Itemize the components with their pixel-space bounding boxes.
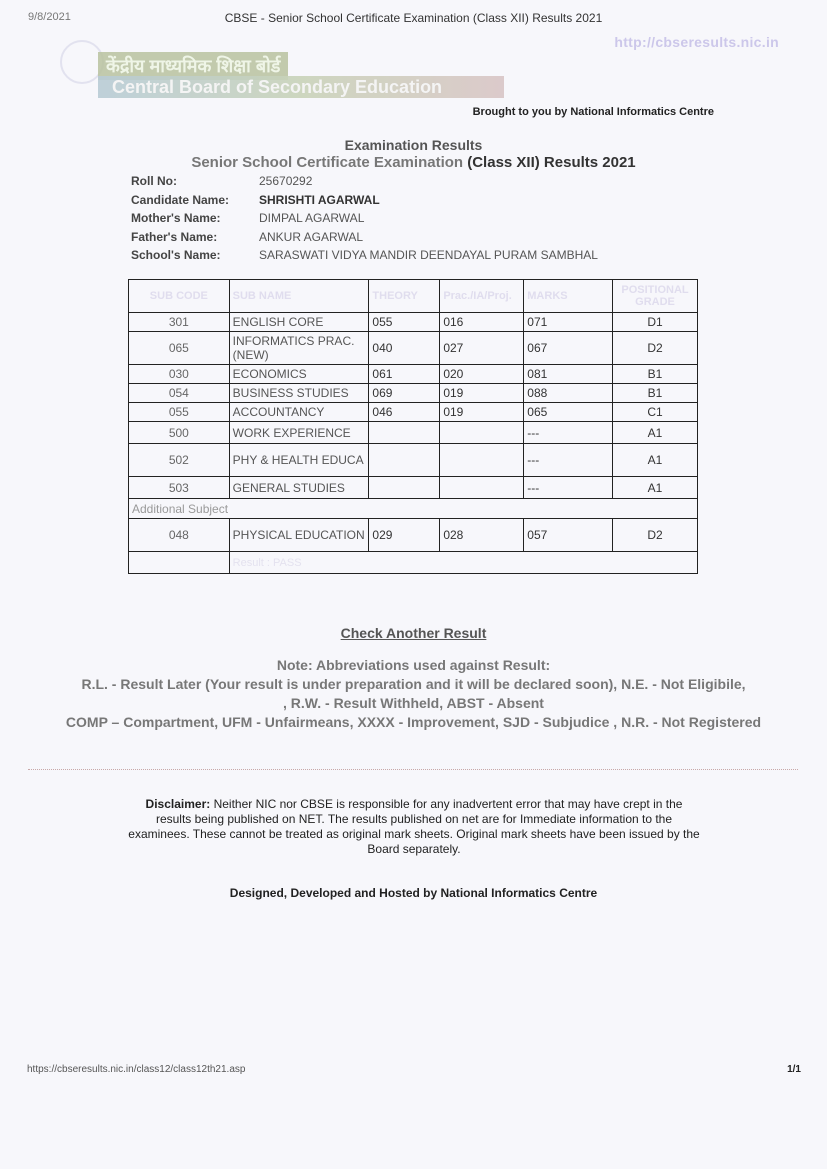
additional-subject-row xyxy=(129,499,698,519)
note-line-3: COMP – Compartment, UFM - Unfairmeans, XXXX - Improvement, SJD - Subjudice , N.R. - Not Registered xyxy=(65,714,762,730)
prac: 028 xyxy=(440,519,524,552)
sub-name: ECONOMICS xyxy=(229,365,369,384)
sub-code: 054 xyxy=(129,384,230,403)
grade: A1 xyxy=(613,477,698,499)
mother-name-row xyxy=(131,211,598,230)
page-title: Examination Results xyxy=(344,137,483,153)
theory: 055 xyxy=(369,313,440,332)
header-grade: POSITIONAL GRADE xyxy=(613,280,698,313)
prac: 019 xyxy=(440,403,524,422)
designed-by-text: Designed, Developed and Hosted by National Informatics Centre xyxy=(229,886,598,900)
marks: 088 xyxy=(524,384,613,403)
note-title: Note: Abbreviations used against Result: xyxy=(276,657,551,673)
site-url: http://cbseresults.nic.in xyxy=(614,34,779,50)
theory xyxy=(369,422,440,444)
grade: D1 xyxy=(613,313,698,332)
abbreviation-note xyxy=(30,656,797,732)
marks: 065 xyxy=(524,403,613,422)
divider xyxy=(28,769,798,770)
result-text: Result : PASS xyxy=(229,552,697,574)
sub-code: 065 xyxy=(129,332,230,365)
theory xyxy=(369,477,440,499)
disclaimer-text: Neither NIC nor CBSE is responsible for any inadvertent error that may have crept in the results being published on NET. The results published on net are for Immediate information to the examinees. These cannot be treated as original mark sheets. Original mark sheets have been issued by the Board separately. xyxy=(128,797,700,856)
marks: --- xyxy=(524,477,613,499)
sub-name: WORK EXPERIENCE xyxy=(229,422,369,444)
roll-no-value: 25670292 xyxy=(259,174,313,188)
candidate-name-label: Candidate Name: xyxy=(131,192,230,207)
sub-name: BUSINESS STUDIES xyxy=(229,384,369,403)
sub-name: GENERAL STUDIES xyxy=(229,477,369,499)
brought-by-text: Brought to you by National Informatics Centre xyxy=(472,106,714,118)
prac xyxy=(440,477,524,499)
sub-name: PHYSICAL EDUCATION xyxy=(229,519,369,552)
marks: --- xyxy=(524,422,613,444)
print-date: 9/8/2021 xyxy=(28,11,71,23)
school-name-value: SARASWATI VIDYA MANDIR DEENDAYAL PURAM SAMBHAL xyxy=(259,248,598,263)
sub-code: 500 xyxy=(129,422,230,444)
theory: 040 xyxy=(369,332,440,365)
table-row xyxy=(129,384,698,403)
school-name-label: School's Name: xyxy=(131,248,221,263)
grade: D2 xyxy=(613,332,698,365)
exam-subtitle-suffix: (Class XII) Results 2021 xyxy=(467,154,636,171)
table-row xyxy=(129,422,698,444)
theory xyxy=(369,444,440,477)
results-table xyxy=(128,279,698,574)
table-row xyxy=(129,365,698,384)
result-empty-cell xyxy=(129,552,230,574)
candidate-name-row xyxy=(131,193,598,212)
sub-code: 048 xyxy=(129,519,230,552)
grade: B1 xyxy=(613,365,698,384)
header-sub-code: SUB CODE xyxy=(129,280,230,313)
banner-hindi: केंद्रीय माध्यमिक शिक्षा बोर्ड xyxy=(98,52,288,80)
prac: 019 xyxy=(440,384,524,403)
table-row xyxy=(129,444,698,477)
footer-url: https://cbseresults.nic.in/class12/class12th21.asp xyxy=(27,1064,246,1075)
table-header-row xyxy=(129,280,698,313)
theory: 069 xyxy=(369,384,440,403)
banner-english: Central Board of Secondary Education xyxy=(98,76,504,98)
marks: 081 xyxy=(524,365,613,384)
theory: 029 xyxy=(369,519,440,552)
sub-name: ACCOUNTANCY xyxy=(229,403,369,422)
note-line-2: , R.W. - Result Withheld, ABST - Absent xyxy=(283,695,544,711)
mother-name-label: Mother's Name: xyxy=(131,211,221,226)
note-line-1: R.L. - Result Later (Your result is under preparation and it will be declared soon), N.E. - Not Eligibile, xyxy=(81,676,746,692)
father-name-value: ANKUR AGARWAL xyxy=(259,229,364,244)
sub-code: 030 xyxy=(129,365,230,384)
sub-name: PHY & HEALTH EDUCA xyxy=(229,444,369,477)
page-number: 1/1 xyxy=(787,1064,801,1075)
prac: 020 xyxy=(440,365,524,384)
prac: 016 xyxy=(440,313,524,332)
marks: 067 xyxy=(524,332,613,365)
marks: 057 xyxy=(524,519,613,552)
grade: A1 xyxy=(613,422,698,444)
grade: A1 xyxy=(613,444,698,477)
mother-name-value: DIMPAL AGARWAL xyxy=(259,211,365,226)
result-row xyxy=(129,552,698,574)
theory: 061 xyxy=(369,365,440,384)
roll-no-row xyxy=(131,174,598,193)
print-title: CBSE - Senior School Certificate Examination (Class XII) Results 2021 xyxy=(224,11,603,25)
table-row xyxy=(129,313,698,332)
grade: D2 xyxy=(613,519,698,552)
prac xyxy=(440,444,524,477)
sub-name: INFORMATICS PRAC. (NEW) xyxy=(229,332,369,365)
marks: --- xyxy=(524,444,613,477)
sub-code: 503 xyxy=(129,477,230,499)
additional-subject-label: Additional Subject xyxy=(129,499,698,519)
grade: C1 xyxy=(613,403,698,422)
prac: 027 xyxy=(440,332,524,365)
roll-no-label: Roll No: xyxy=(131,174,177,188)
sub-code: 502 xyxy=(129,444,230,477)
header-theory: THEORY xyxy=(369,280,440,313)
grade: B1 xyxy=(613,384,698,403)
school-name-row xyxy=(131,248,598,267)
exam-subtitle xyxy=(0,154,827,171)
candidate-name-value: SHRISHTI AGARWAL xyxy=(259,192,380,207)
theory: 046 xyxy=(369,403,440,422)
sub-code: 301 xyxy=(129,313,230,332)
header-sub-name: SUB NAME xyxy=(229,280,369,313)
table-row xyxy=(129,477,698,499)
sub-code: 055 xyxy=(129,403,230,422)
disclaimer-label: Disclaimer: xyxy=(145,797,211,811)
check-another-result-link[interactable]: Check Another Result xyxy=(340,625,487,641)
disclaimer xyxy=(128,797,700,857)
header-prac: Prac./IA/Proj. xyxy=(440,280,524,313)
header-marks: MARKS xyxy=(524,280,613,313)
table-row xyxy=(129,332,698,365)
sub-name: ENGLISH CORE xyxy=(229,313,369,332)
exam-subtitle-prefix: Senior School Certificate Examination xyxy=(191,154,464,171)
father-name-row xyxy=(131,230,598,249)
table-row xyxy=(129,403,698,422)
marks: 071 xyxy=(524,313,613,332)
candidate-info xyxy=(131,174,598,267)
father-name-label: Father's Name: xyxy=(131,229,218,244)
table-row xyxy=(129,519,698,552)
prac xyxy=(440,422,524,444)
